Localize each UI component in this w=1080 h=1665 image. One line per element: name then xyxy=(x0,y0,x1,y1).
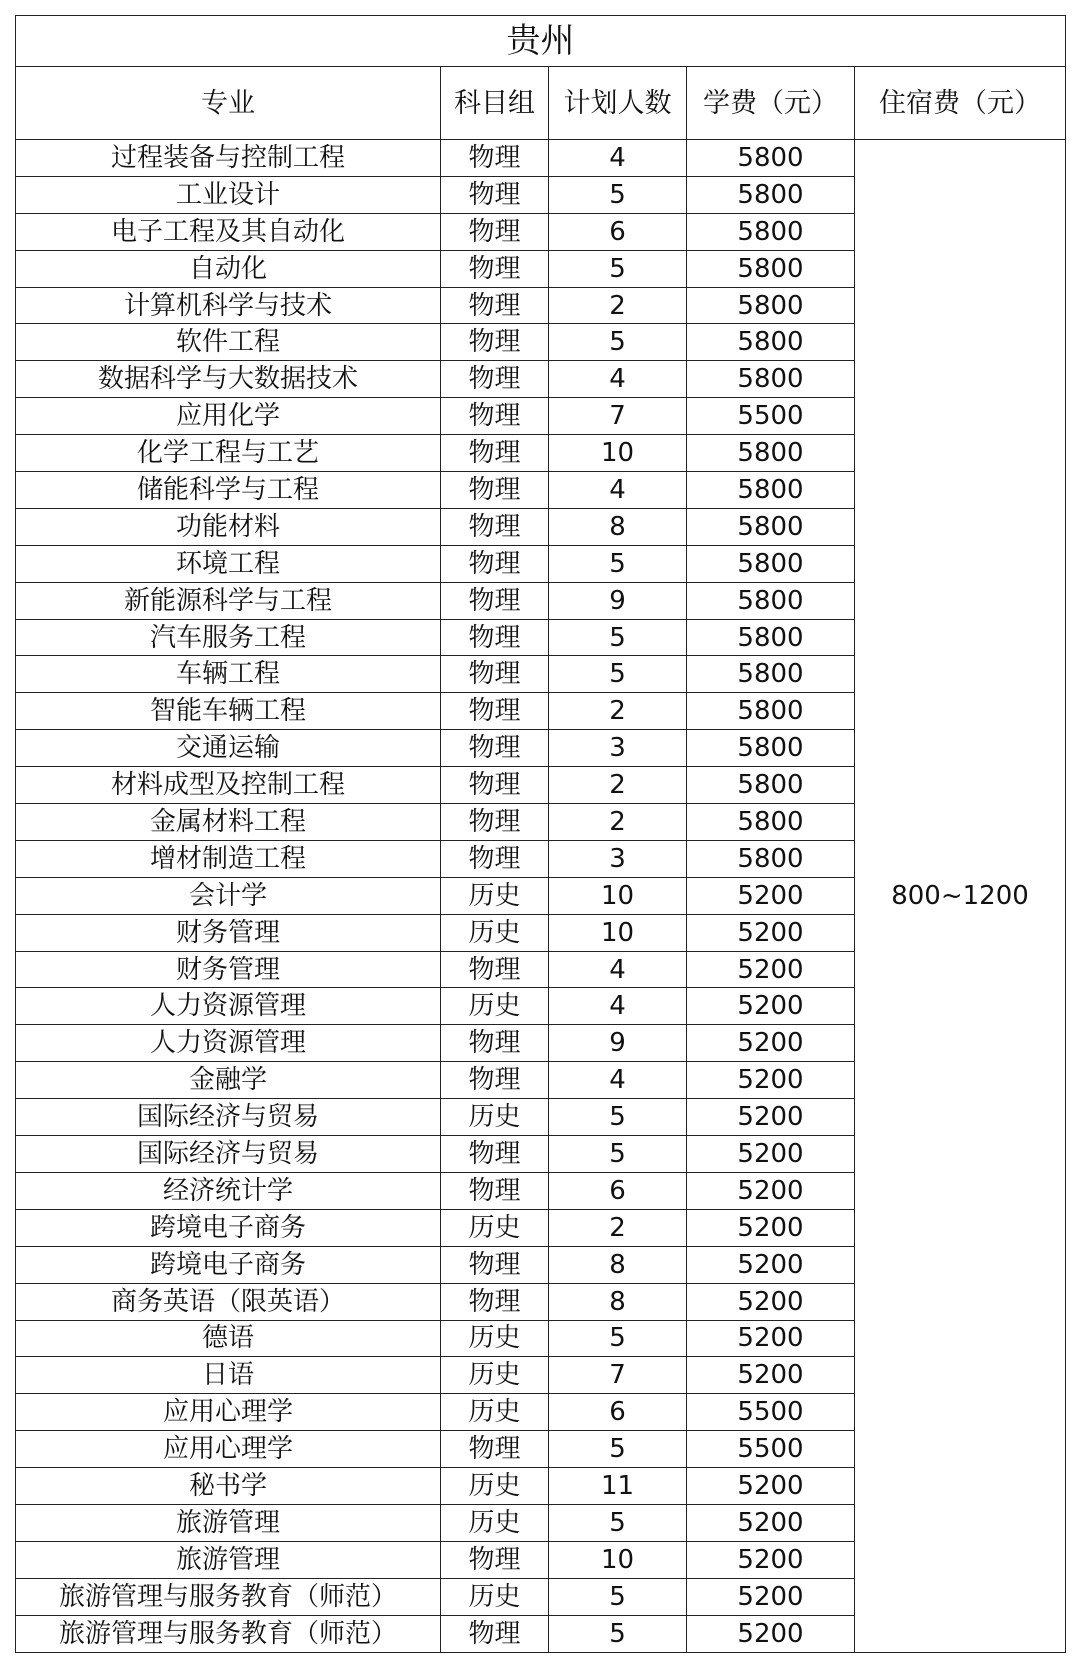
cell-major: 汽车服务工程 xyxy=(16,619,441,656)
cell-tuition: 5200 xyxy=(687,1504,855,1541)
cell-major: 材料成型及控制工程 xyxy=(16,767,441,804)
cell-subject-group: 物理 xyxy=(441,951,549,988)
cell-tuition: 5800 xyxy=(687,767,855,804)
cell-major: 旅游管理与服务教育（师范） xyxy=(16,1578,441,1615)
cell-subject-group: 历史 xyxy=(441,1468,549,1505)
cell-major: 金属材料工程 xyxy=(16,804,441,841)
cell-plan-count: 4 xyxy=(549,988,687,1025)
cell-subject-group: 历史 xyxy=(441,1394,549,1431)
cell-subject-group: 历史 xyxy=(441,1578,549,1615)
cell-tuition: 5200 xyxy=(687,1025,855,1062)
cell-major: 金融学 xyxy=(16,1062,441,1099)
cell-subject-group: 历史 xyxy=(441,1209,549,1246)
cell-tuition: 5800 xyxy=(687,804,855,841)
cell-major: 电子工程及其自动化 xyxy=(16,213,441,250)
cell-plan-count: 8 xyxy=(549,508,687,545)
cell-subject-group: 物理 xyxy=(441,656,549,693)
cell-plan-count: 9 xyxy=(549,582,687,619)
cell-plan-count: 3 xyxy=(549,840,687,877)
cell-subject-group: 物理 xyxy=(441,287,549,324)
cell-tuition: 5200 xyxy=(687,988,855,1025)
cell-tuition: 5200 xyxy=(687,914,855,951)
cell-plan-count: 6 xyxy=(549,213,687,250)
cell-major: 旅游管理 xyxy=(16,1504,441,1541)
cell-plan-count: 10 xyxy=(549,1541,687,1578)
cell-subject-group: 物理 xyxy=(441,767,549,804)
cell-plan-count: 5 xyxy=(549,1136,687,1173)
cell-major: 环境工程 xyxy=(16,545,441,582)
cell-tuition: 5200 xyxy=(687,1209,855,1246)
cell-major: 自动化 xyxy=(16,250,441,287)
cell-tuition: 5200 xyxy=(687,1283,855,1320)
cell-tuition: 5800 xyxy=(687,176,855,213)
cell-tuition: 5800 xyxy=(687,840,855,877)
cell-plan-count: 5 xyxy=(549,250,687,287)
cell-major: 功能材料 xyxy=(16,508,441,545)
cell-plan-count: 9 xyxy=(549,1025,687,1062)
cell-major: 人力资源管理 xyxy=(16,988,441,1025)
cell-tuition: 5200 xyxy=(687,951,855,988)
cell-subject-group: 历史 xyxy=(441,1357,549,1394)
cell-plan-count: 4 xyxy=(549,140,687,177)
cell-subject-group: 物理 xyxy=(441,140,549,177)
cell-subject-group: 物理 xyxy=(441,1025,549,1062)
cell-tuition: 5800 xyxy=(687,250,855,287)
cell-plan-count: 4 xyxy=(549,951,687,988)
cell-subject-group: 物理 xyxy=(441,1062,549,1099)
cell-subject-group: 物理 xyxy=(441,361,549,398)
cell-major: 应用化学 xyxy=(16,398,441,435)
cell-plan-count: 11 xyxy=(549,1468,687,1505)
cell-plan-count: 2 xyxy=(549,287,687,324)
cell-major: 应用心理学 xyxy=(16,1394,441,1431)
cell-tuition: 5800 xyxy=(687,472,855,509)
cell-tuition: 5800 xyxy=(687,324,855,361)
cell-subject-group: 物理 xyxy=(441,1541,549,1578)
cell-tuition: 5200 xyxy=(687,1357,855,1394)
cell-major: 软件工程 xyxy=(16,324,441,361)
header-row xyxy=(16,67,1066,140)
cell-subject-group: 历史 xyxy=(441,877,549,914)
cell-plan-count: 6 xyxy=(549,1394,687,1431)
cell-major: 财务管理 xyxy=(16,951,441,988)
cell-tuition: 5200 xyxy=(687,1099,855,1136)
cell-subject-group: 历史 xyxy=(441,1099,549,1136)
cell-tuition: 5800 xyxy=(687,435,855,472)
cell-major: 德语 xyxy=(16,1320,441,1357)
cell-tuition: 5800 xyxy=(687,582,855,619)
cell-subject-group: 历史 xyxy=(441,914,549,951)
cell-subject-group: 历史 xyxy=(441,1320,549,1357)
cell-subject-group: 物理 xyxy=(441,508,549,545)
cell-tuition: 5800 xyxy=(687,361,855,398)
cell-subject-group: 物理 xyxy=(441,435,549,472)
cell-major: 日语 xyxy=(16,1357,441,1394)
cell-major: 国际经济与贸易 xyxy=(16,1136,441,1173)
cell-major: 新能源科学与工程 xyxy=(16,582,441,619)
cell-tuition: 5200 xyxy=(687,1541,855,1578)
cell-plan-count: 4 xyxy=(549,472,687,509)
cell-tuition: 5200 xyxy=(687,1136,855,1173)
cell-plan-count: 6 xyxy=(549,1172,687,1209)
cell-tuition: 5200 xyxy=(687,1615,855,1652)
cell-tuition: 5200 xyxy=(687,877,855,914)
header-accommodation: 住宿费（元） xyxy=(855,67,1066,140)
cell-subject-group: 物理 xyxy=(441,730,549,767)
table-body xyxy=(16,16,1066,1653)
cell-plan-count: 4 xyxy=(549,361,687,398)
cell-subject-group: 物理 xyxy=(441,1283,549,1320)
cell-subject-group: 历史 xyxy=(441,988,549,1025)
header-subject-group: 科目组 xyxy=(441,67,549,140)
cell-tuition: 5200 xyxy=(687,1468,855,1505)
cell-major: 数据科学与大数据技术 xyxy=(16,361,441,398)
cell-plan-count: 4 xyxy=(549,1062,687,1099)
cell-plan-count: 5 xyxy=(549,1431,687,1468)
table-title: 贵州 xyxy=(16,16,1066,67)
cell-major: 应用心理学 xyxy=(16,1431,441,1468)
cell-subject-group: 物理 xyxy=(441,545,549,582)
cell-subject-group: 物理 xyxy=(441,176,549,213)
cell-tuition: 5200 xyxy=(687,1062,855,1099)
cell-tuition: 5800 xyxy=(687,140,855,177)
cell-plan-count: 5 xyxy=(549,619,687,656)
cell-subject-group: 物理 xyxy=(441,693,549,730)
cell-subject-group: 物理 xyxy=(441,840,549,877)
cell-tuition: 5800 xyxy=(687,545,855,582)
cell-tuition: 5500 xyxy=(687,1394,855,1431)
cell-subject-group: 物理 xyxy=(441,582,549,619)
cell-major: 化学工程与工艺 xyxy=(16,435,441,472)
cell-subject-group: 物理 xyxy=(441,1615,549,1652)
cell-subject-group: 物理 xyxy=(441,1172,549,1209)
cell-plan-count: 8 xyxy=(549,1283,687,1320)
cell-tuition: 5500 xyxy=(687,1431,855,1468)
cell-plan-count: 2 xyxy=(549,804,687,841)
cell-major: 跨境电子商务 xyxy=(16,1246,441,1283)
cell-major: 车辆工程 xyxy=(16,656,441,693)
cell-plan-count: 2 xyxy=(549,693,687,730)
cell-plan-count: 5 xyxy=(549,545,687,582)
cell-accommodation-fee: 800~1200 xyxy=(855,140,1066,1653)
cell-subject-group: 物理 xyxy=(441,398,549,435)
cell-tuition: 5800 xyxy=(687,508,855,545)
table-row xyxy=(16,140,1066,177)
cell-plan-count: 2 xyxy=(549,1209,687,1246)
cell-tuition: 5800 xyxy=(687,619,855,656)
cell-subject-group: 物理 xyxy=(441,1431,549,1468)
cell-plan-count: 7 xyxy=(549,398,687,435)
cell-plan-count: 3 xyxy=(549,730,687,767)
cell-plan-count: 10 xyxy=(549,914,687,951)
cell-major: 智能车辆工程 xyxy=(16,693,441,730)
cell-major: 经济统计学 xyxy=(16,1172,441,1209)
cell-plan-count: 10 xyxy=(549,877,687,914)
cell-subject-group: 历史 xyxy=(441,1504,549,1541)
cell-major: 储能科学与工程 xyxy=(16,472,441,509)
cell-tuition: 5200 xyxy=(687,1172,855,1209)
cell-tuition: 5800 xyxy=(687,287,855,324)
cell-subject-group: 物理 xyxy=(441,804,549,841)
cell-major: 旅游管理 xyxy=(16,1541,441,1578)
cell-major: 商务英语（限英语） xyxy=(16,1283,441,1320)
cell-plan-count: 5 xyxy=(549,176,687,213)
cell-major: 增材制造工程 xyxy=(16,840,441,877)
cell-plan-count: 8 xyxy=(549,1246,687,1283)
cell-major: 人力资源管理 xyxy=(16,1025,441,1062)
cell-plan-count: 5 xyxy=(549,1578,687,1615)
cell-plan-count: 5 xyxy=(549,1615,687,1652)
cell-major: 过程装备与控制工程 xyxy=(16,140,441,177)
cell-tuition: 5800 xyxy=(687,213,855,250)
cell-major: 交通运输 xyxy=(16,730,441,767)
cell-major: 计算机科学与技术 xyxy=(16,287,441,324)
cell-subject-group: 物理 xyxy=(441,472,549,509)
cell-subject-group: 物理 xyxy=(441,250,549,287)
cell-subject-group: 物理 xyxy=(441,213,549,250)
cell-major: 旅游管理与服务教育（师范） xyxy=(16,1615,441,1652)
cell-plan-count: 5 xyxy=(549,1099,687,1136)
cell-major: 会计学 xyxy=(16,877,441,914)
cell-plan-count: 5 xyxy=(549,656,687,693)
cell-major: 工业设计 xyxy=(16,176,441,213)
cell-subject-group: 物理 xyxy=(441,324,549,361)
cell-major: 秘书学 xyxy=(16,1468,441,1505)
header-plan-count: 计划人数 xyxy=(549,67,687,140)
cell-tuition: 5800 xyxy=(687,730,855,767)
cell-tuition: 5200 xyxy=(687,1246,855,1283)
cell-tuition: 5500 xyxy=(687,398,855,435)
cell-plan-count: 5 xyxy=(549,1320,687,1357)
cell-major: 财务管理 xyxy=(16,914,441,951)
cell-major: 跨境电子商务 xyxy=(16,1209,441,1246)
cell-tuition: 5200 xyxy=(687,1320,855,1357)
cell-plan-count: 5 xyxy=(549,324,687,361)
header-tuition: 学费（元） xyxy=(687,67,855,140)
cell-tuition: 5200 xyxy=(687,1578,855,1615)
cell-subject-group: 物理 xyxy=(441,1136,549,1173)
enrollment-plan-table xyxy=(15,15,1066,1653)
cell-plan-count: 2 xyxy=(549,767,687,804)
title-row xyxy=(16,16,1066,67)
cell-plan-count: 7 xyxy=(549,1357,687,1394)
cell-major: 国际经济与贸易 xyxy=(16,1099,441,1136)
header-major: 专业 xyxy=(16,67,441,140)
cell-subject-group: 物理 xyxy=(441,1246,549,1283)
cell-plan-count: 5 xyxy=(549,1504,687,1541)
cell-tuition: 5800 xyxy=(687,656,855,693)
cell-subject-group: 物理 xyxy=(441,619,549,656)
cell-plan-count: 10 xyxy=(549,435,687,472)
cell-tuition: 5800 xyxy=(687,693,855,730)
